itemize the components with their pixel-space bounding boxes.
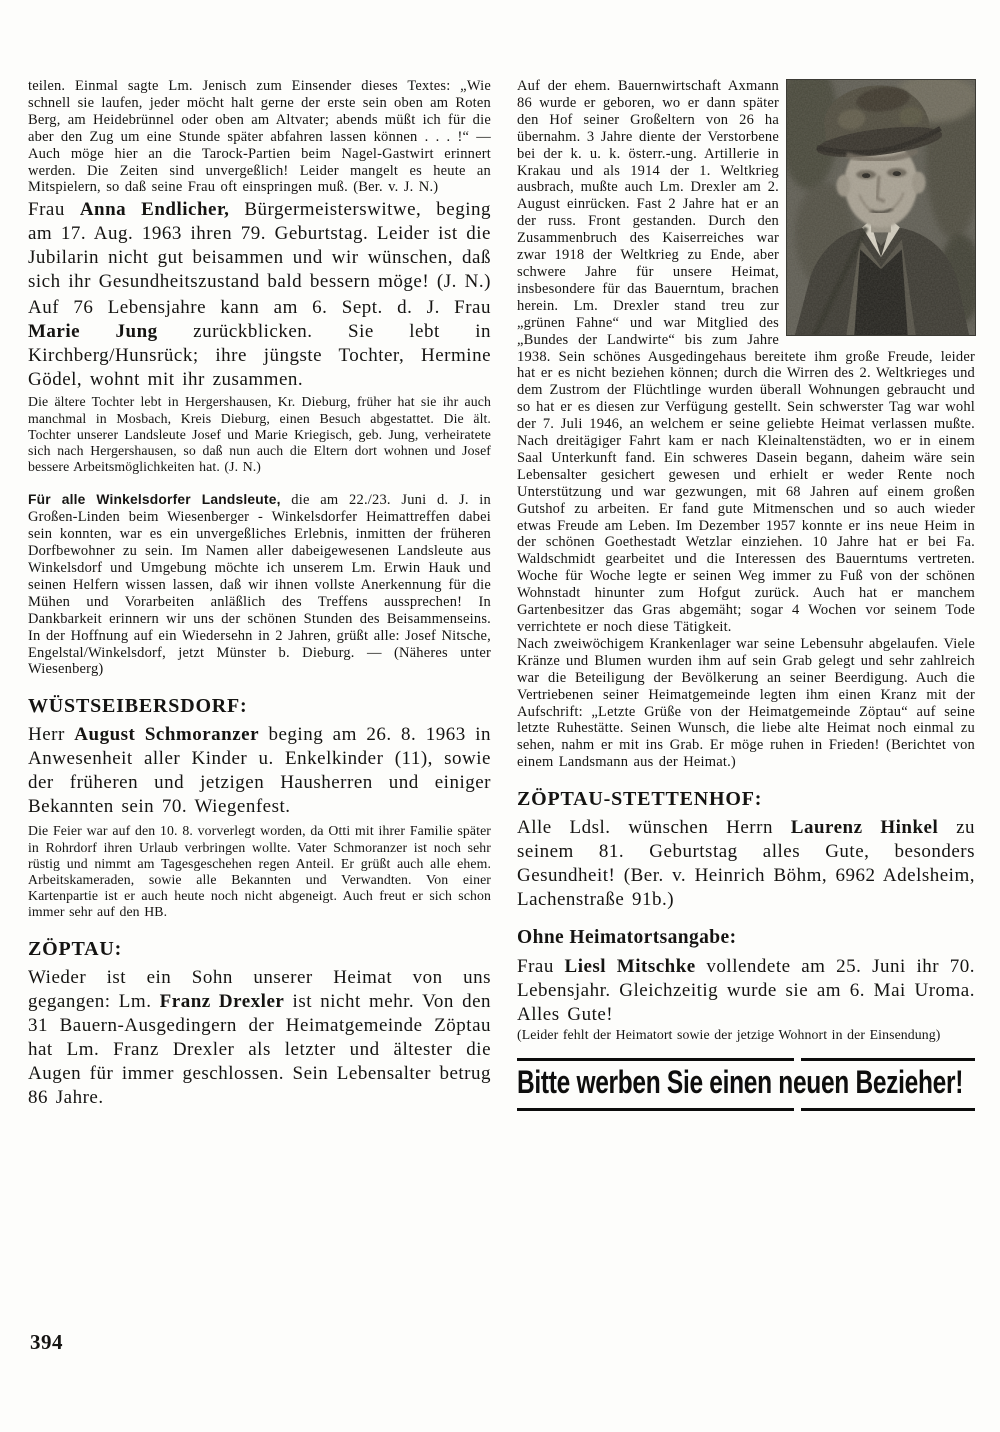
drexler-obituary-paragraph [28, 966, 491, 1110]
tarock-paragraph: teilen. Einmal sagte Lm. Jenisch zum Einsender dieses Textes: „Wie schnell sie laufen, jeder möcht halt gerne der erste sein oben am Roten Berg, am Heidebrünnel oder oben am Altvater; abends müßt ich für die aber den Zug um eine Stunde später abfahren lassen können . . . !“ — Auch möge hier an die Tarock-Partien beim Nagel-Gastwirt erinnert werden. Die Zeiten sind unvergeßlich! Leider mangelt es heute an Mitspielern, so daß seine Frau oft einspringen muß. (Ber. v. J. N.) [28, 78, 491, 196]
schmoranzer-paragraph [28, 723, 491, 819]
mitschke-paragraph [517, 955, 975, 1027]
subscription-banner: Bitte werben Sie einen neuen Bezieher! [517, 1065, 964, 1102]
old-man-with-hat-photo [787, 80, 975, 335]
section-heading-wuestseibersdorf: WÜSTSEIBERSDORF: [28, 695, 248, 718]
winkelsdorf-paragraph [28, 492, 491, 678]
anna-endlicher-paragraph [28, 198, 491, 294]
left-column [28, 78, 491, 1110]
paragraph-text: Herr [28, 724, 75, 746]
paragraph-text: zu seinem 81. Geburtstag alles Gute, besonders Gesundheit! (Ber. v. Heinrich Böhm, 6962 Adelsheim, Lachenstraße 91b.) [517, 817, 976, 911]
person-name: Franz Drexler [159, 990, 285, 1012]
paragraph-text: vollendete am 25. Juni ihr 70. Lebensjahr. Gleichzeitig wurde sie am 6. Mai Uroma. Alles Gute! [517, 956, 975, 1026]
drexler-biography-paragraph [517, 78, 975, 636]
paragraph-text: Bürgermeisterswitwe, beging am 17. Aug. 1963 ihren 79. Geburtstag. Leider ist die Jubilarin nicht gut beisammen und wir wünschen, daß sich ihr Gesundheitszustand bald bessern möge! (J. N.) [28, 199, 491, 293]
paragraph-text: ist nicht mehr. Von den 31 Bauern-Ausgedingern der Heimatgemeinde Zöptau hat Lm. Franz Drexler als letzter und ältester die Augen für immer geschlossen. Sein Lebensalter betrug 86 Jahre. [28, 990, 491, 1108]
person-name: Liesl Mitschke [564, 956, 696, 978]
section-heading-ohne-heimatortsangabe: Ohne Heimatortsangabe: [517, 927, 737, 949]
schmoranzer-detail-paragraph: Die Feier war auf den 10. 8. vorverlegt worden, da Otti mit ihrer Familie später in Rohrdorf ihren Urlaub verbringen wollte. Vater Schmoranzer ist noch sehr rüstig und nimmt am Tagesgeschehen regen Anteil. Er grüßt auch alle ehem. Arbeitskameraden, sowie alle Bekannten und Verwandten. Von einer Kartenpartie ist er auch heute noch nicht abgeneigt. Auch freut er sich schon immer sehr auf den HB. [28, 823, 491, 920]
paragraph-text: Wieder ist ein Sohn unserer Heimat von uns gegangen: Lm. [28, 966, 491, 1012]
paragraph-text: Alle Ldsl. wünschen Herrn [517, 817, 791, 839]
right-column [517, 78, 975, 1111]
winkelsdorf-lead: Für alle Winkelsdorfer Landsleute, [28, 492, 281, 508]
person-name: Laurenz Hinkel [790, 817, 939, 839]
marie-jung-paragraph [28, 296, 491, 392]
person-name: Anna Endlicher, [79, 199, 230, 221]
paragraph-text: zurückblicken. Sie lebt in Kirchberg/Hunsrück; ihre jüngste Tochter, Hermine Gödel, wohnt mit ihr zusammen. [28, 321, 491, 391]
paragraph-text: Frau [517, 956, 565, 978]
person-name: Marie Jung [28, 321, 158, 343]
section-heading-zoeptau-stettenhof: ZÖPTAU-STETTENHOF: [517, 788, 763, 811]
paragraph-text: beging am 26. 8. 1963 in Anwesenheit aller Kinder u. Enkelkinder (11), sowie der früheren und jetzigen Hausherren und einiger Bekannten sein 70. Wiegenfest. [28, 724, 491, 818]
page-number: 394 [30, 1330, 63, 1354]
portrait-photo [787, 80, 975, 335]
marie-jung-detail-paragraph: Die ältere Tochter lebt in Hergershausen, Kr. Dieburg, früher hat sie ihr auch manchmal in Mosbach, Kreis Dieburg, einen Besuch abgestattet. Die ält. Tochter unserer Landsleute Josef und Marie Kriegisch, geb. Jung, verheiratete sich nach Hergershausen, so daß nun auch die Eltern dort wohnen und Josef bessere Arbeitsmöglichkeiten hat. (J. N.) [28, 394, 491, 475]
section-heading-zoeptau: ZÖPTAU: [28, 937, 123, 960]
paragraph-text: Frau [28, 199, 80, 221]
divider-rule-top [517, 1058, 975, 1061]
hinkel-paragraph [517, 816, 975, 912]
divider-rule-bottom [517, 1108, 975, 1111]
paragraph-text: Auf der ehem. Bauernwirtschaft Axmann 86 wurde er geboren, wo er dann später den Hof seiner Großeltern von 26 ha übernahm. 3 Jahre diente der Verstorbene bei der k. u. k. österr.-ung. Artillerie in Krakau und als 1914 der 1. Weltkrieg ausbrach, mußte auch Lm. Drexler am 2. August einrücken. Fast 2 Jahre hat er an der russ. Front gestanden. Durch den Zusammenbruch des Kaiserreiches war zwar 1918 der Weltkrieg zu Ende, aber schwere Jahre für unsere Heimat, insbesondere für das Bauerntum, brachen herein. Lm. Drexler stand treu zur „grünen Fahne“ und war Mitglied des „Bundes der Landwirte“ bis zum Jahre 1938. Sein schönes Ausgedingehaus bereitete ihm große Freude, leider hat er es nicht beziehen können; durch die Wirren des 2. Weltkrieges und dem Zustrom der Flüchtlinge wurden überall Wohnungen gebraucht und so hat er es diesen zur Verfügung gestellt. Sein schwerster Tag war wohl der 7. Juli 1946, an welchem er seine geliebte Heimat verlassen mußte. Nach dreitägiger Fahrt kam er nach Kleinaltenstädten, wo er in einem Saal Unterkunft fand. Ein schweres Dasein begann, daheim wäre sein Lebensalter gesichert gewesen und erhielt er weder Rente noch Unterstützung und war gezwungen, mit 68 Jahren auf einem großen Gutshof zu arbeiten. Er fand gute Mitmenschen und so auch wieder etwas Freude am Leben. Im Dezember 1957 konnte er ins neue Heim in der schönen Goethestadt Wetzlar einziehen. 10 Jahre hat er bei Fa. Waldschmidt gearbeitet und die Interessen des Bauerntums vertreten. Woche für Woche legte er seinen Weg immer zu Fuß von der schönen Wohnstadt hinunter zum Hofgut zurück. Auch hat er manchem Gartenbesitzer das Gras abgemäht; sogar 4 Wochen vor seinem Tode verrichtete er noch diese Tätigkeit. [517, 78, 975, 635]
person-name: August Schmoranzer [74, 724, 260, 746]
drexler-funeral-paragraph: Nach zweiwöchigem Krankenlager war seine Lebensuhr abgelaufen. Viele Kränze und Blumen wurden ihm auf sein Grab gelegt und sehr zahlreich war die Beteiligung der Bevölkerung an seiner Beerdigung. Auch die Vertriebenen seiner Heimatgemeinde legten ihm einen Kranz mit der Aufschrift: „Letzte Grüße von der Heimatgemeinde Zöptau“ auf seine letzte Ruhestätte. Seinen Wunsch, die liebe alte Heimat noch einmal zu sehen, nahm er mit ins Grab. Er möge ruhen in Frieden! (Berichtet von einem Landsmann aus der Heimat.) [517, 635, 975, 771]
paragraph-text: Auf 76 Lebensjahre kann am 6. Sept. d. J. Frau [28, 297, 491, 319]
mitschke-note-paragraph: (Leider fehlt der Heimatort sowie der jetzige Wohnort in der Einsendung) [517, 1027, 941, 1043]
paragraph-text: die am 22./23. Juni d. J. in Großen-Linden beim Wiesenberger - Winkelsdorfer Heimattreffen dabei sein konnten, war es ein unvergeßliches Erlebnis, inmitten der früheren Dorfbewohner zu sein. Im Namen aller dabeigewesenen Landsleute aus Winkelsdorf und Umgebung möchte ich unserem Lm. Erwin Hauk und seinen Helfern wissen lassen, daß wir ihnen vollste Anerkennung für die Mühen und Vorarbeiten anläßlich des Treffens aussprechen! In Dankbarkeit erinnern wir uns der schönen Stunden des Beisammenseins. In der Hoffnung auf ein Wiedersehn in 2 Jahren, grüßt alle: Josef Nitsche, Engelstal/Winkelsdorf, jetzt Münster b. Dieburg. — (Näheres unter Wiesenberg) [28, 492, 491, 678]
